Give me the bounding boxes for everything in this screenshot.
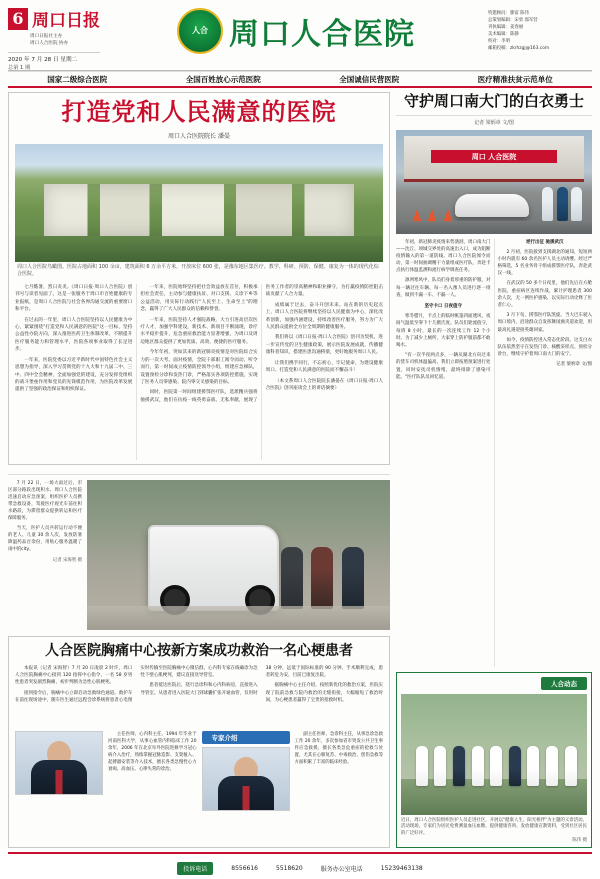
expert-1-photo [15, 731, 103, 795]
flooded-ground [87, 606, 390, 630]
masthead-left [8, 6, 104, 71]
doctor-4 [472, 746, 484, 786]
masthead-title-row [8, 6, 100, 31]
expert-section-tag: 专家介绍 [202, 731, 290, 744]
paper-name: 周口日报 [32, 11, 100, 31]
lead-headline: 打造党和人民满意的医院 [61, 97, 337, 126]
right-para-2: 寒冬腊月，卡点上的临时帐篷四面透风，夜间气温低至零下十几摄氏度。队员们轮流值守，每班 8 小时，最长的一次连续工作 12 个小时。为了减少上厕所，大家穿上防护服前都不敢喝水。 [396, 314, 491, 348]
masthead-credits [488, 6, 592, 52]
person-1 [281, 547, 303, 609]
flood-photo-credit: 记者 宋海智 摄 [52, 558, 82, 564]
slogan-3: 医疗精准扶贫示范单位 [477, 74, 553, 84]
lead-para-9: 让我们携手同行，不忘初心，牢记使命，为建设健康周口、打造党和人民满意的医院而不懈奋斗！ [265, 360, 383, 374]
expert-1 [15, 731, 103, 842]
person-3 [342, 547, 364, 609]
lead-body-text [15, 284, 383, 460]
content-grid [8, 92, 592, 848]
right-headline: 守护周口南大门的白衣勇士 [396, 92, 592, 116]
expert-1-bio-text: 主任医师，心内科主任，1994 年毕业于河南医科大学，从事心血管内科临床工作 20 余年，2006 年在北京阜外医院进修学习冠心病介入治疗，熟练掌握冠脉造影、支架植入、起搏器安装等介入技术，擅长各类急慢性心力衰竭、高血压、心律失常的诊治。 [108, 731, 197, 773]
credit-line-5: 邮箱投稿：zkrhzgj@163.com [488, 46, 550, 52]
hospital-gate-photo [396, 130, 592, 234]
lead-para-8: 我们将以《周口日报·周口人合医院》创刊为契机，进一步宣传党的卫生健康政策，展示医院发展成就，传播健康科普知识，搭建医患沟通桥梁，更好地服务周口人民。 [265, 335, 383, 356]
lead-para-7: 成绩属于过去，奋斗开创未来。站在新的历史起点上，周口人合医院将继续坚持以人民健康为中心，深化改革创新，加强内涵建设，持续改善医疗服务，努力为广大人民群众提供全方位全周期的健康服务。 [265, 302, 383, 330]
credit-line-2: 刊执编辑：姜春丽 [488, 25, 524, 31]
lead-para-0: 七月酷暑，烈日炎炎。《周口日报·周口人合医院》创刊号与读者见面了。这是一张服务于周口市百姓健康的专业报纸，是周口人合医院与社会各界沟通交流的重要窗口和平台。 [15, 284, 133, 313]
chest-para-3: 据胸痛中心主任介绍，按照新优化的救治方案，医院实现了院前急救与院内救治的无缝衔接，大幅缩短了救治时间，为心梗患者赢得了宝贵的抢救时机。 [265, 683, 383, 703]
lead-para-5: 今年年初，突如其来的新冠肺炎疫情是对医院综合实力的一次大考。面对疫情，全院干部职工闻令而动、听令而行，第一时间成立疫情防控领导小组，组建应急梯队，设置预检分诊和发热门诊，严格落实各项防控措施，实现了医务人员零感染、院内零交叉感染的目标。 [140, 350, 258, 386]
slogan-0: 国家二级综合医院 [47, 74, 108, 84]
masthead [8, 6, 592, 71]
lead-para-3: 一年来，医院始终坚持把社会效益放在首位，积极承担社会责任，主动参与健康扶贫、对口支援、义诊下乡等公益活动，用实际行动践行"人民至上、生命至上"的理念，赢得了广大人民群众的信赖和赞誉。 [140, 284, 258, 313]
flood-para-1: 当天，医护人员共转运行动不便的老人、儿童 30 余人次，发放防暑降温药品百余份，用贴心服务温暖了雨中的city。 [8, 526, 82, 553]
masthead-meta [30, 34, 68, 48]
credit-line-0: 特邀顾问：滕富 陈伟 [488, 11, 529, 16]
flood-para-0: 7 月 22 日，一场大雨过后，市区部分路段出现积水。周口人合医院迅速启动应急预案，组织医护人员携带急救设备，驾驶医疗观光车前往积水路段，为滞留群众提供转运和医疗保障服务。 [8, 480, 82, 522]
gate-banner-text: 周口 人合医院 [431, 150, 556, 162]
right-para-4: 2 月初，医院接到支援湖北的通知，短短两小时内就有 60 余名医护人员主动请缨。经过严格筛选，5 名业务骨干组成援鄂医疗队，奔赴武汉一线。 [497, 249, 592, 277]
chest-pain-body [15, 665, 383, 725]
dynamics-tag: 人合动态 [541, 677, 587, 690]
expert-center-tag-col [202, 731, 290, 842]
slogan-1: 全国百姓放心示范医院 [185, 74, 261, 84]
expert-2-tie [242, 786, 249, 810]
right-subhead-2: 逆行出征 驰援武汉 [525, 239, 564, 245]
person-2 [311, 547, 333, 609]
doctor-3 [453, 746, 465, 786]
lead-para-6: 同时，医院第一时间组建援鄂医疗队，选派精兵强将驰援武汉，他们在抗疫一线英勇奋战、无私奉献，展现了医务工作者的崇高精神和职业操守，为打赢疫情防控阻击战贡献了人合力量。 [140, 284, 383, 403]
right-body-text [396, 239, 592, 668]
expert-1-bio [108, 731, 197, 842]
flood-rescue-text [8, 480, 82, 630]
right-para-5: 在武汉的 50 多个日夜里，他们先后在方舱医院、重症病区连续作战，累计护理患者 300 余人次，无一例医护感染，以实际行动诠释了医者仁心。 [497, 281, 592, 308]
right-para-0: 年初，新冠肺炎疫情来势汹汹，周口南大门——沈丘、项城交界处的高速出入口，成为阻断疫情输入的第一道防线。周口人合医院闻令而动，第一时间抽调精干力量组成医疗队，奔赴卡点执行体温监测和流行病学调查任务。 [396, 239, 491, 274]
footer-inner [8, 862, 592, 875]
service-office-value: 15239463138 [380, 864, 423, 872]
page-footer [8, 852, 592, 879]
dynamics-section [396, 672, 592, 848]
aerial-photo-caption: 周口人合医院鸟瞰图。医院占地面积 100 余亩，建筑面积 6 万余平方米，开放床位 600 张，是豫东地区集医疗、教学、科研、预防、保健、康复为一体的现代化综合医院。 [17, 263, 379, 277]
lead-para-10: （本文系周口人合医院院长潘晏在《周口日报·周口人合医院》创刊座谈会上的讲话摘要） [265, 378, 383, 392]
right-para-3: "有一次半夜两点多，一辆从湖北方向过来的货车司机体温偏高，我们立即按照预案进行处置，同时安抚司机情绪，最终排除了感染可能。"医疗队队员回忆道。 [396, 353, 491, 380]
doctor-9 [565, 746, 577, 786]
doctor-2 [434, 746, 446, 786]
complaint-hotline-label: 投诉电话 [177, 862, 213, 875]
lead-byline: 周口人合医院院长 潘晏 [168, 132, 230, 140]
right-para-7: 如今，疫情防控进入常态化阶段。这支白衣队伍依然坚守在发热门诊、核酸采样点、预检分诊台，继续守护着周口南大门的安宁。 [497, 337, 592, 358]
logo-main-text: 人合 [192, 26, 208, 36]
aerial-hospital-photo [15, 144, 383, 262]
credit-line-1: 总策划编辑：宋勇 邵军营 [488, 18, 538, 24]
masthead-meta-line1: 周口日报社主办 [30, 34, 63, 39]
chest-pain-headline: 人合医院胸痛中心按新方案成功救治一名心梗患者 [45, 642, 353, 659]
expert-2-bio [295, 731, 384, 842]
slogan-2: 全国诚信民营医院 [339, 74, 400, 84]
lead-article [8, 92, 390, 465]
right-para-1: 凛冽寒风中，队员们身着厚重的防护服，对每一辆过往车辆、每一名入豫人员进行逐一排查，做到不漏一车、不漏一人。 [396, 278, 491, 298]
doctor-6 [509, 746, 521, 786]
left-column [8, 92, 390, 848]
right-credit: 记者 梁炳章 文/图 [556, 362, 592, 368]
hospital-title: 周口人合医院 [229, 17, 415, 52]
expert-2-photo [202, 747, 290, 811]
medical-cart-photo [87, 480, 390, 630]
chest-para-2: 患者抵达医院后，绕行急诊科和心内科病房，直接进入导管室。从患者进入医院大门到球囊扩张开通血管，仅用时 38 分钟，远低于国际标准的 90 分钟。手术顺利完成，患者转危为安，目前已康复出院。 [140, 665, 383, 696]
right-byline: 记者 梁炳章 文/图 [474, 119, 514, 126]
expert-introduction-band [15, 731, 383, 842]
slogan-bar [8, 71, 592, 88]
gate-ambulance-car [455, 194, 529, 217]
right-column [396, 92, 592, 848]
doctor-7 [527, 746, 539, 786]
staff-3 [571, 187, 582, 221]
right-subhead-1: 坚守卡口 日夜值守 [424, 304, 463, 309]
doctor-5 [490, 746, 502, 786]
community-clinic-photo [401, 694, 587, 815]
complaint-hotline-value-2: 5518620 [276, 864, 303, 872]
masthead-meta-line2: 周口人合医院 协办 [30, 40, 69, 46]
dynamics-credit: 陈伟 摄 [572, 838, 587, 843]
chest-para-1: 接到指令后，胸痛中心立即启动急救绿色通道。救护车在前往现场途中，随车医生通过远程会诊系统将患者心电图实时传输至医院胸痛中心微信群，心内科专家在线确诊为急性下壁心肌梗死，建议直接送导管室。 [15, 665, 258, 703]
expert-1-tie [56, 770, 63, 794]
chest-pain-article [8, 636, 390, 848]
dynamics-caption: 近日，周口人合医院组织医护人员走进社区，开展以"健康人生，阳光相伴"为主题的义诊活动。活动现场，专家们为居民免费测量血压血糖、提供健康咨询、发放健康宣教资料，受到社区居民的广泛好评。 [401, 817, 587, 836]
credit-line-3: 美术编辑：陈静 [488, 32, 519, 38]
flood-rescue-block [8, 474, 390, 630]
right-para-6: 3 月下旬，援鄂医疗队凯旋。当大巴车驶入周口境内，沿途群众自发挥舞国旗夹道欢迎，用最高礼遇迎接英雄回家。 [497, 313, 592, 333]
chest-para-0: 本报讯（记者 宋海智）7 月 20 日凌晨 2 时许，周口人合医院胸痛中心接到 120 指挥中心指令，一名 58 岁男性患者突发剧烈胸痛，初步判断为急性心肌梗死。 [15, 665, 133, 686]
staff-2 [557, 187, 568, 221]
service-office-label: 服务办公室电话 [320, 865, 363, 873]
lead-para-1: 在过去的一年里，周口人合医院坚持以人民健康为中心，紧紧围绕"打造党和人民满意的医院"这一目标，坚持公益性办院方向，深入推进医药卫生体制改革，不断提升医疗服务能力和管理水平，医院各项事业取得了长足进步。 [15, 317, 133, 353]
masthead-center [104, 6, 488, 54]
doctor-1 [416, 746, 428, 786]
credit-line-4: 校对：李明 [488, 39, 510, 45]
page-number-badge: 6 [8, 8, 28, 30]
gate-road [396, 221, 592, 233]
hospital-logo-icon [177, 8, 223, 54]
lead-para-2: 一年来，医院党委以习近平新时代中国特色社会主义思想为指导，深入学习贯彻党的十九大和十九届二中、三中、四中全会精神，全面加强党的建设，充分发挥党组织的战斗堡垒作用和党员的先锋模范作用，为医院改革发展提供了坚强的政治保证和组织保证。 [15, 357, 133, 393]
issue-number: 总第 1 期 [8, 64, 31, 71]
staff-1 [542, 187, 553, 221]
expert-2-bio-text: 副主任医师，急诊科主任，从事急诊急救工作 20 余年，多次参加省市突发公共卫生事件应急救援，擅长各类急危重症的抢救与处置，尤其在心肺复苏、中毒救治、创伤急救等方面积累了丰富的临床经验。 [294, 731, 383, 766]
complaint-hotline-value-1: 8556616 [231, 864, 258, 872]
doctor-8 [546, 746, 558, 786]
lead-para-4: 一年来，医院坚持人才强院战略，大力引进高层次医疗人才，加强学科建设，新技术、新项目不断涌现，诊疗水平稳步提升，危急重症救治能力显著增强，为周口及周边地区群众提供了更加优质、高效、便捷的医疗服务。 [140, 317, 258, 345]
publication-date: 2020 年 7 月 28 日 星期二 [8, 52, 100, 63]
